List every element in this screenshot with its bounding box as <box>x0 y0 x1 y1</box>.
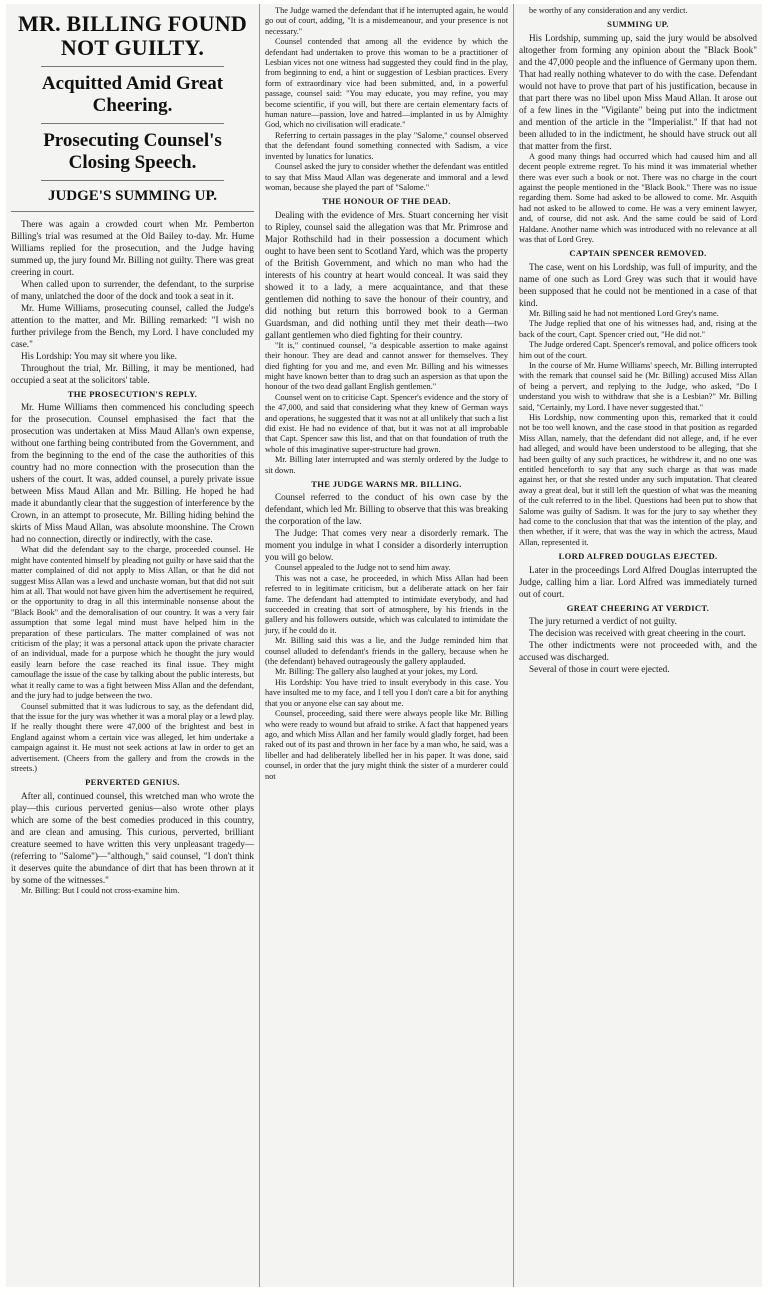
section-heading: CAPTAIN SPENCER REMOVED. <box>569 248 707 259</box>
body-paragraph: Counsel, proceeding, said there were always people like Mr. Billing who were ready to wound but afraid to strike. A fact that happened years ago, and which Miss Allan and her family would gladly forget, had been raked out of its past and thrown in her face by a man who, he said, was a libeller and had deliberately libelled her in his paper. It was done, said counsel, in order that the jury might think the sister of a murderer could not <box>265 709 508 781</box>
body-paragraph: His Lordship, summing up, said the jury would be absolved altogether from forming any opinion about the "Black Book" and the 47,000 people and the influence of Germany upon them. That had really nothing whatever to do with the case. Defendant would not have to prove that part of his justification, because in that part there was no libel upon Miss Maud Allan. It arose out of a few lines in the "Vigilante" being put into the indictment and mention of the article in the "Imperialist." If that had not been alluded to in the indictment, he should have struck out all that matter from the first. <box>519 32 757 151</box>
intro-paragraph: There was again a crowded court when Mr. Pemberton Billing's trial was resumed at the Old Bailey to-day. Mr. Hume Williams replied for the prosecution, and the Judge having summed up, the jury found Mr. Billing not guilty. There was great creering in court. <box>11 219 254 277</box>
body-paragraph: In the course of Mr. Hume Williams' speech, Mr. Billing interrupted with the remark that counsel said he (Mr. Billing) accused Miss Allan of being a pervert, and replying to the Judge, who asked, "Do I understand you wish to withdraw that she is a Lesbian?" Mr. Billing said, "Certainly, my Lord. I have never suggested that." <box>519 360 757 412</box>
body-paragraph: This was not a case, he proceeded, in which Miss Allan had been referred to in legitimate criticism, but a deliberate attack on her fair fame. The defendant had attempted to intimidate everybody, and had succeeded in creating that sort of atmosphere, by his friends in the gallery and his followers outside, which was calculated to intimidate the jury, if he could do it. <box>265 573 508 635</box>
intro-paragraph: Throughout the trial, Mr. Billing, it may be mentioned, had occupied a seat at the solicitors' table. <box>11 363 254 385</box>
body-paragraph: The Judge warned the defendant that if he interrupted again, he would go out of court, adding, "It is a misdemeanour, and your presence is not necessary." <box>265 6 508 36</box>
section-prosecution-reply <box>11 401 254 545</box>
section-spencer-removed <box>519 261 757 309</box>
body-paragraph: The decision was received with great cheering in the court. <box>529 628 746 639</box>
body-paragraph: The jury returned a verdict of not guilty. <box>529 616 677 627</box>
body-paragraph: A good many things had occurred which had caused him and all decent people extreme regret. To his mind it was immaterial whether there was ever such a book or not. There was no charge in the court against the people mentioned in the "Black Book." There was no issue regarding them. Some had asked to be allowed to come. Mr. Asquith had not asked to be allowed to come. He was a very eminent lawyer, and, of course, did not ask. And the same could be said of Lord Haldane. Another name which was introduced with no relevance at all was that of Lord Grey. <box>519 151 757 245</box>
body-paragraph: Referring to certain passages in the play "Salome," counsel observed that the defendant found something connected with Sadism, a vice invented by lunatics for lunatics. <box>265 130 508 161</box>
section-heading: THE HONOUR OF THE DEAD. <box>322 196 451 207</box>
body-paragraph: Mr. Billing said this was a lie, and the Judge reminded him that counsel alluded to defendant's friends in the gallery, because when he (the defendant) behaved outrageously the gallery applauded. <box>265 636 508 667</box>
body-paragraph: Counsel contended that among all the evidence by which the defendant had undertaken to prove this woman to be a practitioner of Lesbian vices not one witness had suggested they could find in the play, from beginning to end, a hint or suggestion of Lesbian practices. Every form of extraordinary vice had been submitted, and, in a powerful passage, counsel said: "You may educate, you may refine, you may become scientific, if you will, but there are certain elementary facts of human nature—passion, love and hatred—implanted in us by Almighty God, which no civilisation will eradicate." <box>265 37 508 130</box>
body-paragraph: The other indictments were not proceeded with, and the accused was discharged. <box>519 640 757 663</box>
body-paragraph: Dealing with the evidence of Mrs. Stuart concerning her visit to Ripley, counsel said the allegation was that Mr. Primrose and Major Rothschild had in their possession a document which ought to have been sent to Scotland Yard, which was the property of the British Government, and which no man who had the interests of his country at heart would conceal. It was said they showed it to a lady, a mere acquaintance, and that these gentlemen did nothing to save the honour of their country, and did nothing but return this borrowed book to a German Guardsman, and did nothing until they met their death—two gallant gentlemen who died fighting for their country. <box>265 209 508 340</box>
body-paragraph: Mr. Billing said he had not mentioned Lord Grey's name. <box>529 308 719 318</box>
body-paragraph: His Lordship, now commenting upon this, remarked that it could not be too well known, and the case stood in that position as regarded Miss Allan, namely, that the defendant did not allege, and, if he ever had alleged, and would have been understood to be alleging, that she had been guilty of any such practices, he withdrew it, and no one was entitled henceforth to say that any such charge as that was made against her, or that she rested under any such imputation. That cleared away a great deal, but it still left the question of what was the meaning of the cult referred to in the libel. Questions had been put to show that Salome was guilty of Sadism. It was for the jury to say whether they had come to the conclusion that that was the intention of the play, and then whether, if it were, that was the way in which the actress, Maud Allan, represented it. <box>519 412 757 547</box>
body-paragraph: After all, continued counsel, this wretched man who wrote the play—this curious perverted genius—also wrote other plays which are some of the best comedies produced in this country, and are clean and amusing. This curious, perverted, brilliant creature seemed to have written this very unpleasant tragedy—(referring to "Salome")—"although," said counsel, "I don't think it deserves quite the abundance of dirt that has been thrown at it by some of the witnesses." <box>11 790 254 885</box>
deck-1: Acquitted Amid Great Cheering. <box>41 73 224 116</box>
body-paragraph: Counsel went on to criticise Capt. Spencer's evidence and the story of the 47,000, and said that considering what they knew of German ways and operations, he suggested that it was not at all unlikely that such a list did exist. He had no evidence of that, but it was not at all improbable that Capt. Spencer saw this list, and that on that foundation of truth the whole of this imaginative super-structure had grown. <box>265 392 508 454</box>
column-1 <box>6 4 260 1287</box>
section-judge-warns <box>265 491 508 563</box>
body-paragraph: The Judge replied that one of his witnesses had, and, rising at the back of the court, Capt. Spencer cried out, "He did not." <box>519 319 757 339</box>
body-paragraph: Mr. Billing later interrupted and was sternly ordered by the Judge to sit down. <box>265 455 508 475</box>
body-paragraph: His Lordship: You have tried to insult everybody in this case. You have insulted me to my face, and I tell you I don't care a bit for anything that you or anyone else can say about me. <box>265 677 508 708</box>
column-2 <box>260 4 514 1287</box>
divider <box>41 123 224 124</box>
divider <box>11 211 254 212</box>
divider <box>41 180 224 181</box>
section-great-cheering <box>519 615 757 675</box>
section-heading: THE JUDGE WARNS MR. BILLING. <box>311 479 462 489</box>
section-perverted-genius <box>11 790 254 886</box>
body-paragraph: Counsel referred to the conduct of his own case by the defendant, which led Mr. Billing to observe that this was breaking the corporation of the law. <box>265 492 508 527</box>
body-paragraph: Mr. Billing: But I could not cross-examine him. <box>21 885 180 895</box>
body-paragraph: The Judge ordered Capt. Spencer's removal, and police officers took him out of the court. <box>519 340 757 360</box>
body-paragraph: Later in the proceedings Lord Alfred Douglas interrupted the Judge, calling him a liar. Lord Alfred was immediately turned out of court. <box>519 564 757 599</box>
deck-2: Prosecuting Counsel's Closing Speech. <box>43 130 222 173</box>
intro-paragraph: When called upon to surrender, the defendant, to the surprise of many, unlatched the door of the dock and took a seat in it. <box>11 279 254 301</box>
body-paragraph: Counsel asked the jury to consider whether the defendant was entitled to say that Miss Maud Allan was degenerate and immoral and a lewd woman, because she played the part of "Salome." <box>265 162 508 192</box>
body-paragraph: Mr. Billing: The gallery also laughed at your jokes, my Lord. <box>275 667 478 677</box>
divider <box>41 66 224 67</box>
intro <box>11 218 254 386</box>
section-heading: SUMMING UP. <box>607 19 669 30</box>
headline: MR. BILLING FOUND NOT GUILTY. <box>18 11 247 60</box>
body-paragraph: The Judge: That comes very near a disorderly remark. The moment you indulge in what I consider a disorderly interruption you will go below. <box>265 528 508 563</box>
body-paragraph: Counsel appealed to the Judge not to send him away. <box>275 563 451 573</box>
newspaper-page <box>6 4 762 1287</box>
column-3 <box>514 4 762 1287</box>
body-paragraph: Mr. Hume Williams then commenced his concluding speech for the prosecution. Counsel emphasised the fact that the prosecution was undertaken at Miss Maud Allan's own expense, without one farthing being contributed from the Government, and from the beginning to the end of the case the authorities of this country had no more connection with the prosecution than the ushers of the court. It was, added counsel, a purely private issue between Miss Maud Allan and Mr. Billing. He hoped he had made it abundantly clear that the suggestion of interference by the Crown, in an attempt to prosecute, Mr. Billing hiding behind the skirts of Miss Maud Allan, was absolute moonshine. The Crown had no connection, directly or indirectly, with the case. <box>11 402 254 545</box>
section-honour-dead <box>265 209 508 341</box>
intro-paragraph: Mr. Hume Williams, prosecuting counsel, called the Judge's attention to the matter, and Mr. Billing remarked: "I wish no further privilege from the Bench, my Lord. I have concluded my case." <box>11 303 254 349</box>
section-douglas-ejected <box>519 564 757 600</box>
section-heading: THE PROSECUTION'S REPLY. <box>67 389 198 399</box>
body-paragraph: be worthy of any consideration and any verdict. <box>529 6 688 15</box>
section-heading: GREAT CHEERING AT VERDICT. <box>566 602 710 613</box>
body-paragraph: What did the defendant say to the charge, proceeded counsel. He might have contented himself by pleading not guilty or have said that the matter complained of did not apply to Miss Allan, or that he did not suggest Miss Allan was a lewd and unchaste woman, but that did not suit him at all. That would not have given him the advertisement he required, or the opportunity to drag in all this interminable nonsense about the "Black Book" and the demoralisation of our country. It was a very fair assumption that some legal mind must have helped him in the preparation of these particulars. The matter complained of was not criticism of the play; it was a personal attack upon the private character of an individual, made for a purpose which he thought the jury would easily learn before the case reached its final issue. They might camouflage the issue of the case by talking about the public interests, but what it really came to was a fight between Miss Allan and the defendant, and the jury had to judge between the two. <box>11 545 254 701</box>
deck-3: JUDGE'S SUMMING UP. <box>47 188 218 204</box>
body-paragraph: The case, went on his Lordship, was full of impurity, and the name of one such as Lord Grey was such that it would have been supposed that he could not be mentioned in a case of that kind. <box>519 261 757 308</box>
body-paragraph: "It is," continued counsel, "a despicable assertion to make against their honour. They are dead and cannot answer for themselves. They died fighting for you and me, and even Mr. Billing and his witnesses might have known better than to drag such an aspersion as that upon the honour of the two dead gallant English gentlemen." <box>265 340 508 392</box>
body-paragraph: Counsel submitted that it was ludicrous to say, as the defendant did, that the issue for the jury was whether it was a moral play or a lewd play. If he really thought there were 47,000 of the brightest and best in England against whom a certain vice was alleged, let him undertake a campaign against it. He must not seek actions at law in order to get an advertisement. (Cheers from the gallery and from the crowds in the streets.) <box>11 701 254 773</box>
section-summing-up <box>519 32 757 152</box>
body-paragraph: Several of those in court were ejected. <box>529 664 670 675</box>
intro-paragraph: His Lordship: You may sit where you like. <box>21 351 177 361</box>
section-heading: PERVERTED GENIUS. <box>85 777 180 788</box>
section-heading: LORD ALFRED DOUGLAS EJECTED. <box>558 551 718 562</box>
